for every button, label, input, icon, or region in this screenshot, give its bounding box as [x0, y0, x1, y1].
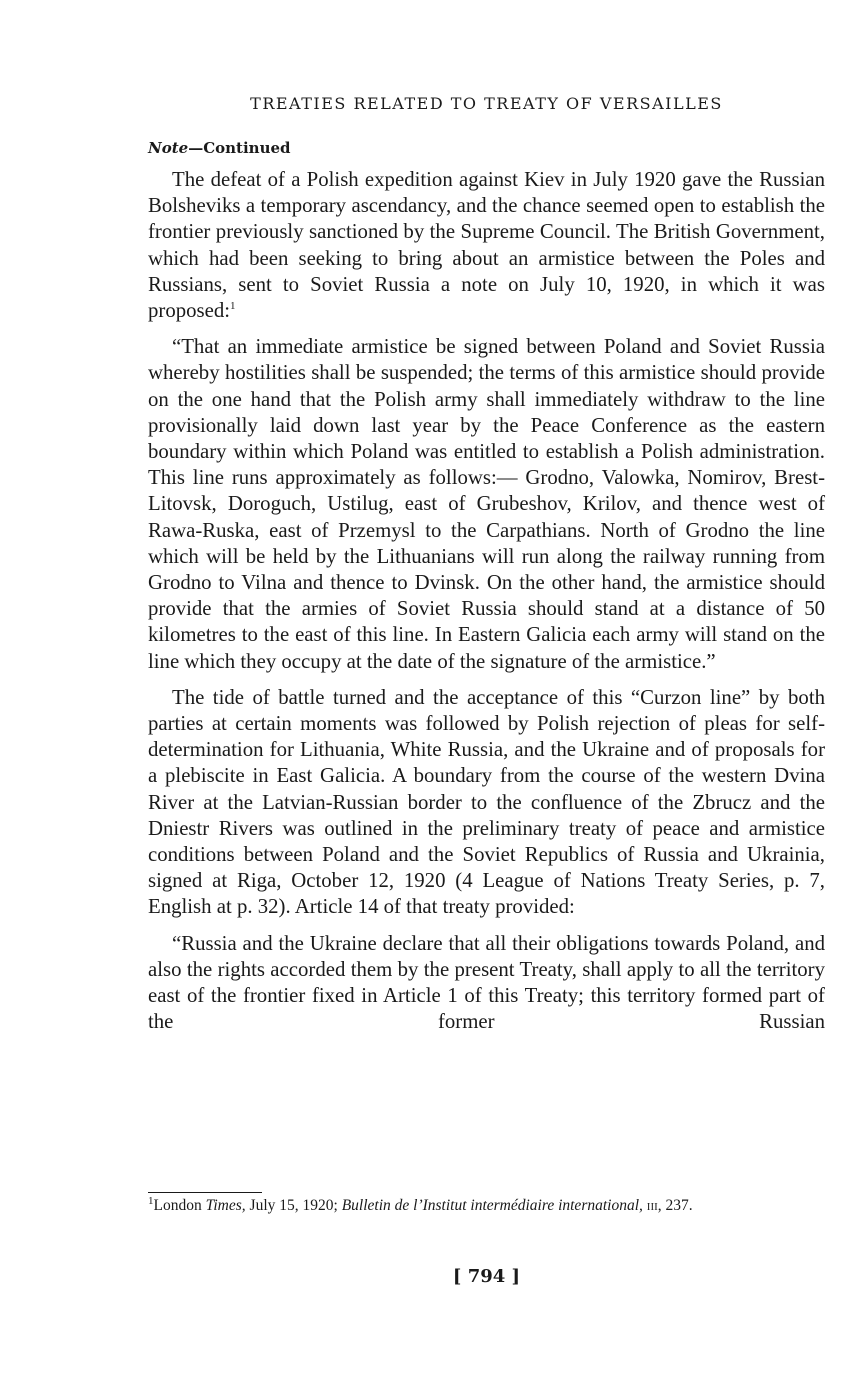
note-continued-label	[148, 139, 291, 157]
footnote-source-times: Times,	[205, 1197, 246, 1214]
paragraph-3	[148, 685, 825, 921]
paragraph-4-text: “Russia and the Ukraine declare that all their obligations towards Poland, and also the rights accorded them by the present Treaty, shall apply to all the territory east of the frontier fixed in Article 1 of this Treaty; this territory formed part of the former Russian	[148, 931, 825, 1034]
footnote-reference: 1	[230, 300, 236, 313]
footnote-source-bulletin: Bulletin de l’Institut intermédiaire international,	[341, 1197, 643, 1214]
running-head: TREATIES RELATED TO TREATY OF VERSAILLES	[250, 94, 723, 113]
footnote-number: 1	[148, 1194, 154, 1207]
footnote-part3: July 15, 1920;	[245, 1197, 342, 1214]
paragraph-2-text: “That an immediate armistice be signed between Poland and Soviet Russia whereby hostilities shall be suspended; the terms of this armistice should provide on the one hand that the Polish army shall immediately withdraw to the line provisionally laid down last year by the Peace Conference as the eastern boundary within which Poland was entitled to establish a Polish administration. This line runs approximately as follows:— Grodno, Valowka, Nomirov, Brest-Litovsk, Doroguch, Ustilug, east of Grubeshov, Krilov, and thence west of Rawa-Ruska, east of Przemysl to the Carpathians. North of Grodno the line which will be held by the Lithuanians will run along the railway running from Grodno to Vilna and thence to Dvinsk. On the other hand, the armistice should provide that the armies of Soviet Russia should stand at a distance of 50 kilometres to the east of this line. In Eastern Galicia each army will stand on the line which they occupy at the date of the signature of the armistice.”	[148, 335, 825, 673]
note-label-rest: —Continued	[188, 139, 291, 157]
footnote-page: 237.	[661, 1197, 693, 1214]
body-text	[148, 167, 825, 1046]
footnote-volume: iii,	[642, 1197, 662, 1214]
page-number: [ 794 ]	[452, 1266, 521, 1287]
paragraph-2-quotation	[148, 334, 825, 675]
paragraph-4-quotation	[148, 931, 825, 1036]
paragraph-3-text: The tide of battle turned and the acceptance of this “Curzon line” by both parties at certain moments was followed by Polish rejection of pleas for self-determination for Lithuania, White Russia, and the Ukraine and of proposals for a plebiscite in East Galicia. A boundary from the course of the western Dvina River at the Latvian-Russian border to the confluence of the Zbrucz and the Dniestr Rivers was outlined in the preliminary treaty of peace and armistice conditions between Poland and the Soviet Republics of Russia and Ukrainia, signed at Riga, October 12, 1920 (4 League of Nations Treaty Series, p. 7, English at p. 32). Article 14 of that treaty provided:	[148, 685, 825, 919]
footnote	[148, 1195, 825, 1216]
paragraph-1	[148, 167, 825, 324]
footnote-part1: London	[153, 1197, 206, 1214]
paragraph-1-text: The defeat of a Polish expedition against Kiev in July 1920 gave the Russian Bolsheviks a temporary ascendancy, and the chance seemed open to establish the frontier previously sanctioned by the Supreme Council. The British Government, which had been seeking to bring about an armistice between the Poles and Russians, sent to Soviet Russia a note on July 10, 1920, in which it was proposed:	[148, 168, 825, 323]
note-label-italic: Note	[148, 139, 189, 157]
footnote-rule	[148, 1192, 262, 1193]
